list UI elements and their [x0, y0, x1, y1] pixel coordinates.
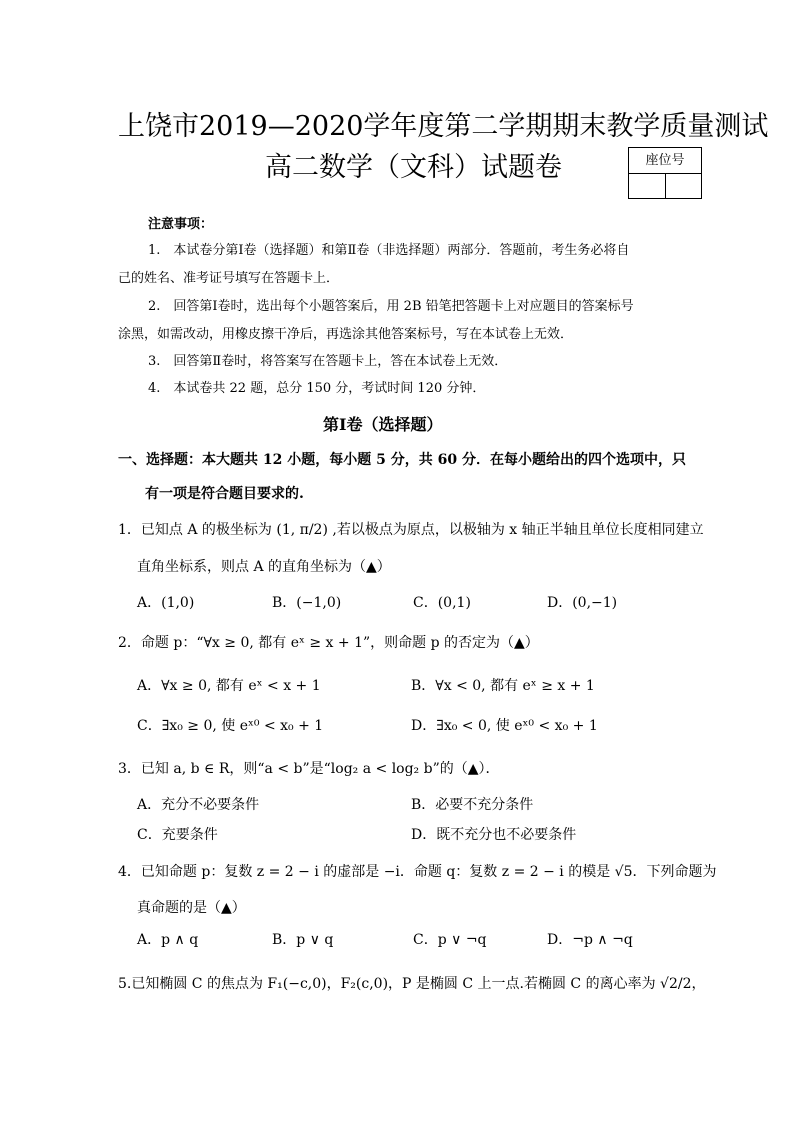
question-3-option-c: C．充要条件	[137, 827, 218, 843]
question-2-option-b: B．∀x < 0, 都有 eˣ ≥ x + 1	[411, 678, 595, 694]
question-2-option-d: D．∃x₀ < 0, 使 eˣ⁰ < x₀ + 1	[411, 718, 598, 734]
section-instruction-line2: 有一项是符合题目要求的.	[145, 486, 304, 502]
question-1-option-c: C．(0,1)	[413, 595, 471, 611]
question-1-stem: 1．已知点 A 的极坐标为 (1, π/2) ,若以极点为原点，以极轴为 x 轴正半轴且单位长度相同建立	[118, 522, 704, 538]
exam-title-line1: 上饶市2019—2020学年度第二学期期末教学质量测试	[118, 111, 769, 142]
question-4-option-d: D．¬p ∧ ¬q	[547, 932, 633, 948]
seat-number-box	[628, 147, 702, 199]
notice-item-3: 3. 回答第Ⅱ卷时，将答案写在答题卡上，答在本试卷上无效．	[148, 354, 508, 369]
question-2-option-a: A．∀x ≥ 0, 都有 eˣ < x + 1	[137, 678, 321, 694]
question-3-option-d: D．既不充分也不必要条件	[411, 827, 577, 843]
question-5-stem: 5.已知椭圆 C 的焦点为 F₁(−c,0)，F₂(c,0)，P 是椭圆 C 上一点.若椭圆 C 的离心率为 √2/2，	[118, 976, 706, 992]
question-4-stem: 4．已知命题 p：复数 z = 2 − i 的虚部是 −i．命题 q：复数 z = 2 − i 的模是 √5．下列命题为	[118, 864, 717, 880]
question-1-option-a: A．(1,0)	[137, 595, 195, 611]
question-1-option-d: D．(0,−1)	[547, 595, 618, 611]
seat-number-label: 座位号	[629, 148, 701, 174]
question-1-option-b: B．(−1,0)	[272, 595, 342, 611]
seat-box-divider	[665, 174, 666, 199]
question-3-stem: 3．已知 a, b ∈ R，则“a < b”是“log₂ a < log₂ b”的（▲）．	[118, 761, 500, 777]
question-3-option-b: B．必要不充分条件	[411, 797, 534, 813]
section-instruction-line1: 一、选择题：本大题共 12 小题，每小题 5 分，共 60 分．在每小题给出的四个选项中，只	[118, 452, 686, 468]
notice-item-2: 2. 回答第Ⅰ卷时，选出每个小题答案后，用 2B 铅笔把答题卡上对应题目的答案标号	[148, 299, 634, 314]
question-4-option-c: C．p ∨ ¬q	[413, 932, 487, 948]
question-4-option-b: B．p ∨ q	[272, 932, 334, 948]
notice-item-4: 4. 本试卷共 22 题，总分 150 分，考试时间 120 分钟．	[148, 381, 486, 396]
notice-heading: 注意事项：	[148, 217, 214, 232]
question-2-stem: 2．命题 p：“∀x ≥ 0, 都有 eˣ ≥ x + 1”，则命题 p 的否定为（▲）	[118, 635, 539, 651]
question-4-option-a: A．p ∧ q	[137, 932, 199, 948]
question-2-option-c: C．∃x₀ ≥ 0, 使 eˣ⁰ < x₀ + 1	[137, 718, 324, 734]
question-3-option-a: A．充分不必要条件	[137, 797, 260, 813]
notice-item-1: 1. 本试卷分第Ⅰ卷（选择题）和第Ⅱ卷（非选择题）两部分．答题前，考生务必将自	[148, 243, 630, 258]
question-1-stem-cont: 直角坐标系，则点 A 的直角坐标为（▲）	[137, 559, 391, 575]
notice-item-1-cont: 己的姓名、准考证号填写在答题卡上．	[118, 271, 340, 286]
exam-title-line2: 高二数学（文科）试题卷	[265, 152, 562, 183]
question-4-stem-cont: 真命题的是（▲）	[137, 900, 246, 916]
notice-item-2-cont: 涂黑，如需改动，用橡皮擦干净后，再选涂其他答案标号，写在本试卷上无效．	[118, 327, 574, 342]
section-title: 第Ⅰ卷（选择题）	[323, 415, 443, 434]
